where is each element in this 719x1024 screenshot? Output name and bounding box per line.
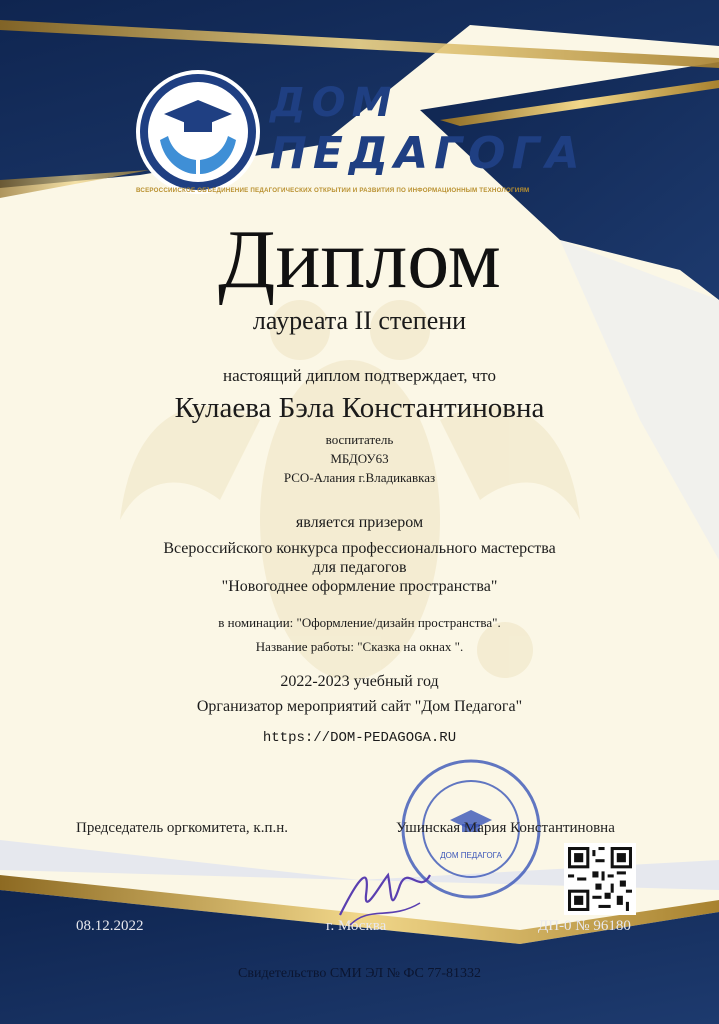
- issue-date: 08.12.2022: [76, 918, 144, 934]
- diploma-degree: лауреата II степени: [252, 306, 467, 335]
- diploma-title: Диплом: [218, 213, 501, 306]
- document-number: ДП-0 № 96180: [538, 918, 631, 934]
- chair-label: Председатель оргкомитета, к.п.н.: [76, 820, 289, 836]
- confirm-text: настоящий диплом подтверждает, что: [223, 366, 496, 385]
- logo-title-line2: ПЕДАГОГА: [270, 128, 586, 179]
- contest-name: "Новогоднее оформление пространства": [221, 578, 498, 595]
- recipient-position: воспитатель: [325, 432, 394, 447]
- logo-tagline: ВСЕРОССИЙСКОЕ ОБЪЕДИНЕНИЕ ПЕДАГОГИЧЕСКИХ ОТКРЫТИЙ И РАЗВИТИЯ ПО ИНФОРМАЦИОННЫМ ТЕХНОЛОГИЯМ: [136, 187, 530, 194]
- nomination: в номинации: "Оформление/дизайн пространства".: [218, 615, 501, 630]
- contest-line2: для педагогов: [312, 559, 407, 576]
- logo-circle: [136, 70, 260, 194]
- award-status: является призером: [295, 514, 424, 531]
- recipient-organization: МБДОУ63: [330, 451, 389, 466]
- media-certificate: Свидетельство СМИ ЭЛ № ФС 77-81332: [238, 966, 481, 981]
- stamp-center-text: ДОМ ПЕДАГОГА: [440, 851, 502, 860]
- contest-line1: Всероссийского конкурса профессионального мастерства: [163, 540, 556, 557]
- recipient-name: Кулаева Бэла Константиновна: [174, 392, 545, 424]
- graduation-hands-icon: [136, 70, 260, 194]
- qr-code-icon: [568, 847, 632, 911]
- work-title: Название работы: "Сказка на окнах ".: [255, 639, 464, 654]
- logo-title-line1: ДОМ: [270, 80, 398, 126]
- issue-city: г. Москва: [326, 918, 387, 934]
- website-link[interactable]: https://DOM-PEDAGOGA.RU: [262, 730, 457, 746]
- organizer: Организатор мероприятий сайт "Дом Педагога": [196, 698, 523, 715]
- recipient-location: РСО-Алания г.Владикавказ: [283, 470, 436, 485]
- academic-year: 2022-2023 учебный год: [280, 673, 439, 690]
- chair-name: Ушинская Мария Константиновна: [396, 820, 615, 836]
